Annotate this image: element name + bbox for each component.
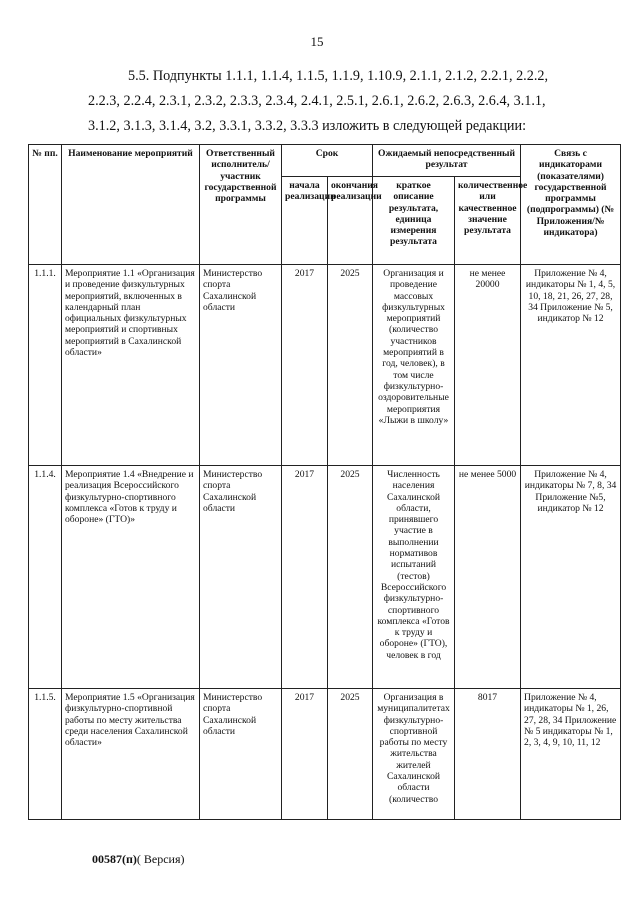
header-term: Срок	[282, 145, 373, 177]
page-number: 15	[310, 34, 324, 49]
row-start: 2017	[282, 265, 328, 466]
table-row	[29, 466, 621, 689]
row-start: 2017	[282, 689, 328, 820]
row-link: Приложение № 4, индикаторы № 1, 26, 27, 28, 34 Приложение № 5 индикаторы № 1, 2, 3, 4, 9, 10, 11, 12	[521, 689, 621, 820]
row-num: 1.1.5.	[29, 689, 62, 820]
table-row	[29, 689, 621, 820]
header-name: Наименование мероприятий	[62, 145, 200, 265]
header-responsible: Ответственный исполнитель/участник государственной программы	[200, 145, 282, 265]
header-result: Ожидаемый непосредственный результат	[373, 145, 521, 177]
row-end: 2025	[328, 466, 373, 689]
table-row	[29, 265, 621, 466]
intro-paragraph	[88, 64, 600, 139]
document-version: ( Версия)	[136, 852, 185, 866]
header-result-value: количественное или качественное значение результата	[455, 177, 521, 265]
row-value: не менее 20000	[455, 265, 521, 466]
header-result-desc: краткое описание результата, единица измерения результата	[373, 177, 455, 265]
row-num: 1.1.4.	[29, 466, 62, 689]
row-desc: Организация в муниципалитетах физкультурно-спортивной работы по месту жительства жителей Сахалинской области (количество	[373, 689, 455, 820]
row-name: Мероприятие 1.5 «Организация физкультурно-спортивной работы по месту жительства среди населения Сахалинской области»	[62, 689, 200, 820]
row-end: 2025	[328, 265, 373, 466]
row-link: Приложение № 4, индикаторы № 1, 4, 5, 10, 18, 21, 26, 27, 28, 34 Приложение № 5, индикатор № 12	[521, 265, 621, 466]
document-code: 00587(п)	[92, 852, 137, 866]
document-footer	[92, 852, 185, 867]
row-value: 8017	[455, 689, 521, 820]
row-value: не менее 5000	[455, 466, 521, 689]
row-name: Мероприятие 1.1 «Организация и проведение физкультурных мероприятий, включенных в календарный план официальных физкультурных мероприятий и спортивных мероприятий в Сахалинской области»	[62, 265, 200, 466]
intro-line-3: 3.1.2, 3.1.3, 3.1.4, 3.2, 3.3.1, 3.3.2, 3.3.3 изложить в следующей редакции:	[88, 118, 527, 134]
intro-line-2: 2.2.3, 2.2.4, 2.3.1, 2.3.2, 2.3.3, 2.3.4, 2.4.1, 2.5.1, 2.6.1, 2.6.2, 2.6.3, 2.6.4, 3.1.1,	[88, 93, 546, 109]
header-term-end: окончания реализации	[328, 177, 373, 265]
row-desc: Организация и проведение массовых физкультурных мероприятий (количество участников мероприятий в год, человек), в том числе физкультурно-оздоровительные мероприятия «Лыжи в школу»	[373, 265, 455, 466]
header-num: № пп.	[29, 145, 62, 265]
header-term-start: начала реализации	[282, 177, 328, 265]
header-link: Связь с индикаторами (показателями) государственной программы (подпрограммы) (№ Приложения/№ индикатора)	[521, 145, 621, 265]
row-responsible: Министерство спорта Сахалинской области	[200, 689, 282, 820]
activities-table	[28, 144, 621, 820]
row-responsible: Министерство спорта Сахалинской области	[200, 466, 282, 689]
row-name: Мероприятие 1.4 «Внедрение и реализация Всероссийского физкультурно-спортивного комплекса «Готов к труду и обороне» (ГТО)»	[62, 466, 200, 689]
row-responsible: Министерство спорта Сахалинской области	[200, 265, 282, 466]
row-desc: Численность населения Сахалинской области, принявшего участие в выполнении нормативов испытаний (тестов) Всероссийского физкультурно-спортивного комплекса «Готов к труду и обороне» (ГТО), человек в год	[373, 466, 455, 689]
intro-line-1: 5.5. Подпункты 1.1.1, 1.1.4, 1.1.5, 1.1.9, 1.10.9, 2.1.1, 2.1.2, 2.2.1, 2.2.2,	[128, 68, 549, 84]
row-end: 2025	[328, 689, 373, 820]
row-num: 1.1.1.	[29, 265, 62, 466]
row-start: 2017	[282, 466, 328, 689]
row-link: Приложение № 4, индикаторы № 7, 8, 34 Приложение №5, индикатор № 12	[521, 466, 621, 689]
